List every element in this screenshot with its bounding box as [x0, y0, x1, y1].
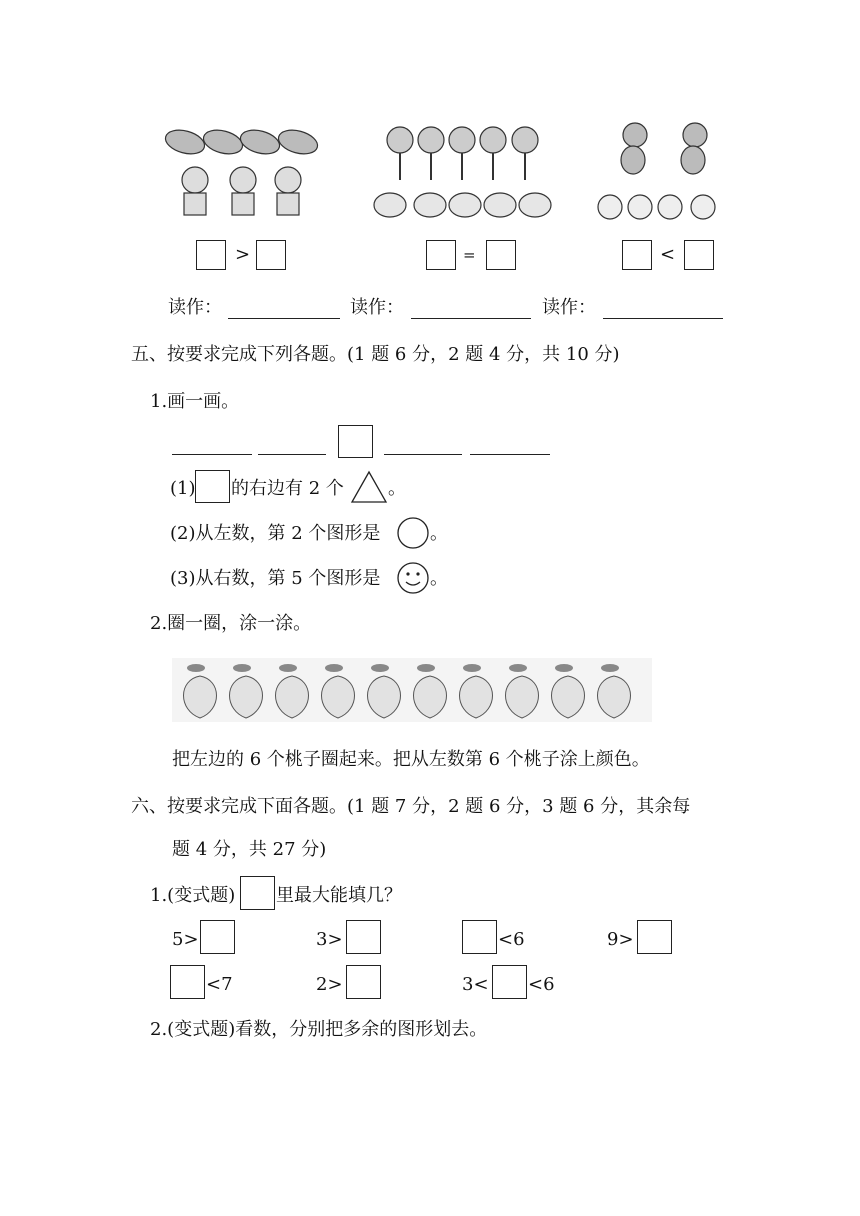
ineq-d-label: 9>: [607, 929, 634, 950]
peach-9: [552, 676, 585, 718]
compare-op-3: <: [660, 244, 676, 265]
ineq-c-box[interactable]: [462, 920, 497, 954]
section-6-title-line2: 题 4 分，共 27 分): [172, 839, 327, 860]
draw-square: [338, 425, 373, 458]
eggplant-bear-picture: [160, 115, 320, 230]
read-label-3: 读作：: [542, 297, 596, 318]
read-blank-1[interactable]: [228, 300, 340, 319]
compare-op-2: =: [463, 246, 476, 264]
circle-icon: [396, 516, 430, 550]
ineq-c-label: <6: [498, 929, 525, 950]
ineq-e-label: <7: [206, 974, 233, 995]
draw-blank-2[interactable]: [258, 436, 326, 455]
compare-box-3-right[interactable]: [684, 240, 714, 270]
triangle-icon: [350, 470, 388, 504]
sec6-q1-text: 里最大能填几？: [276, 885, 402, 906]
ineq-f-box[interactable]: [346, 965, 381, 999]
read-blank-2[interactable]: [411, 300, 531, 319]
sec5-q1-title: 1.画一画。: [150, 391, 240, 412]
peach-7: [460, 676, 493, 718]
peach-6: [414, 676, 447, 718]
peach-10: [598, 676, 631, 718]
section-5-title: 五、按要求完成下列各题。(1 题 6 分，2 题 4 分，共 10 分): [131, 344, 620, 365]
read-label-1: 读作：: [168, 297, 222, 318]
compare-box-2-left[interactable]: [426, 240, 456, 270]
q1-1-end: 。: [388, 478, 406, 499]
ineq-g-suffix: <6: [528, 974, 555, 995]
ineq-d-box[interactable]: [637, 920, 672, 954]
ineq-g-box[interactable]: [492, 965, 527, 999]
peach-4: [322, 676, 355, 718]
peach-row: [172, 658, 652, 722]
draw-blank-1[interactable]: [172, 436, 252, 455]
q1-1-text: 的右边有 2 个: [231, 478, 344, 499]
ineq-g-prefix: 3<: [462, 974, 489, 995]
ineq-f-label: 2>: [316, 974, 343, 995]
peach-5: [368, 676, 401, 718]
q1-1-prefix: (1): [170, 478, 196, 499]
sec6-q1-prefix: 1.(变式题): [150, 885, 236, 906]
ineq-a-box[interactable]: [200, 920, 235, 954]
compare-box-1-right[interactable]: [256, 240, 286, 270]
compare-op-1: >: [235, 244, 251, 265]
q1-2-text: (2)从左数，第 2 个图形是: [170, 523, 381, 544]
peach-2: [230, 676, 263, 718]
peach-3: [276, 676, 309, 718]
q1-3-text: (3)从右数，第 5 个图形是: [170, 568, 381, 589]
peach-1: [184, 676, 217, 718]
sec5-q2-title: 2.圈一圈，涂一涂。: [150, 613, 312, 634]
section-6-title-line1: 六、按要求完成下面各题。(1 题 7 分，2 题 6 分，3 题 6 分，其余每: [131, 796, 691, 817]
peach-8: [506, 676, 539, 718]
q1-1-square-icon: [195, 470, 230, 503]
read-blank-3[interactable]: [603, 300, 723, 319]
ineq-a-label: 5>: [172, 929, 199, 950]
draw-blank-4[interactable]: [470, 436, 550, 455]
read-label-2: 读作：: [350, 297, 404, 318]
compare-box-2-right[interactable]: [486, 240, 516, 270]
ineq-e-box[interactable]: [170, 965, 205, 999]
sec6-q2-title: 2.(变式题)看数，分别把多余的图形划去。: [150, 1019, 488, 1040]
monkey-rooster-picture: [595, 115, 725, 230]
sunflower-tomato-picture: [365, 115, 585, 230]
ineq-b-box[interactable]: [346, 920, 381, 954]
q1-2-end: 。: [430, 523, 448, 544]
smiley-icon: [396, 561, 430, 595]
compare-box-3-left[interactable]: [622, 240, 652, 270]
sec5-q2-text: 把左边的 6 个桃子圈起来。把从左数第 6 个桃子涂上颜色。: [172, 749, 650, 770]
compare-box-1-left[interactable]: [196, 240, 226, 270]
ineq-b-label: 3>: [316, 929, 343, 950]
sec6-q1-square-icon: [240, 876, 275, 910]
draw-blank-3[interactable]: [384, 436, 462, 455]
q1-3-end: 。: [430, 568, 448, 589]
